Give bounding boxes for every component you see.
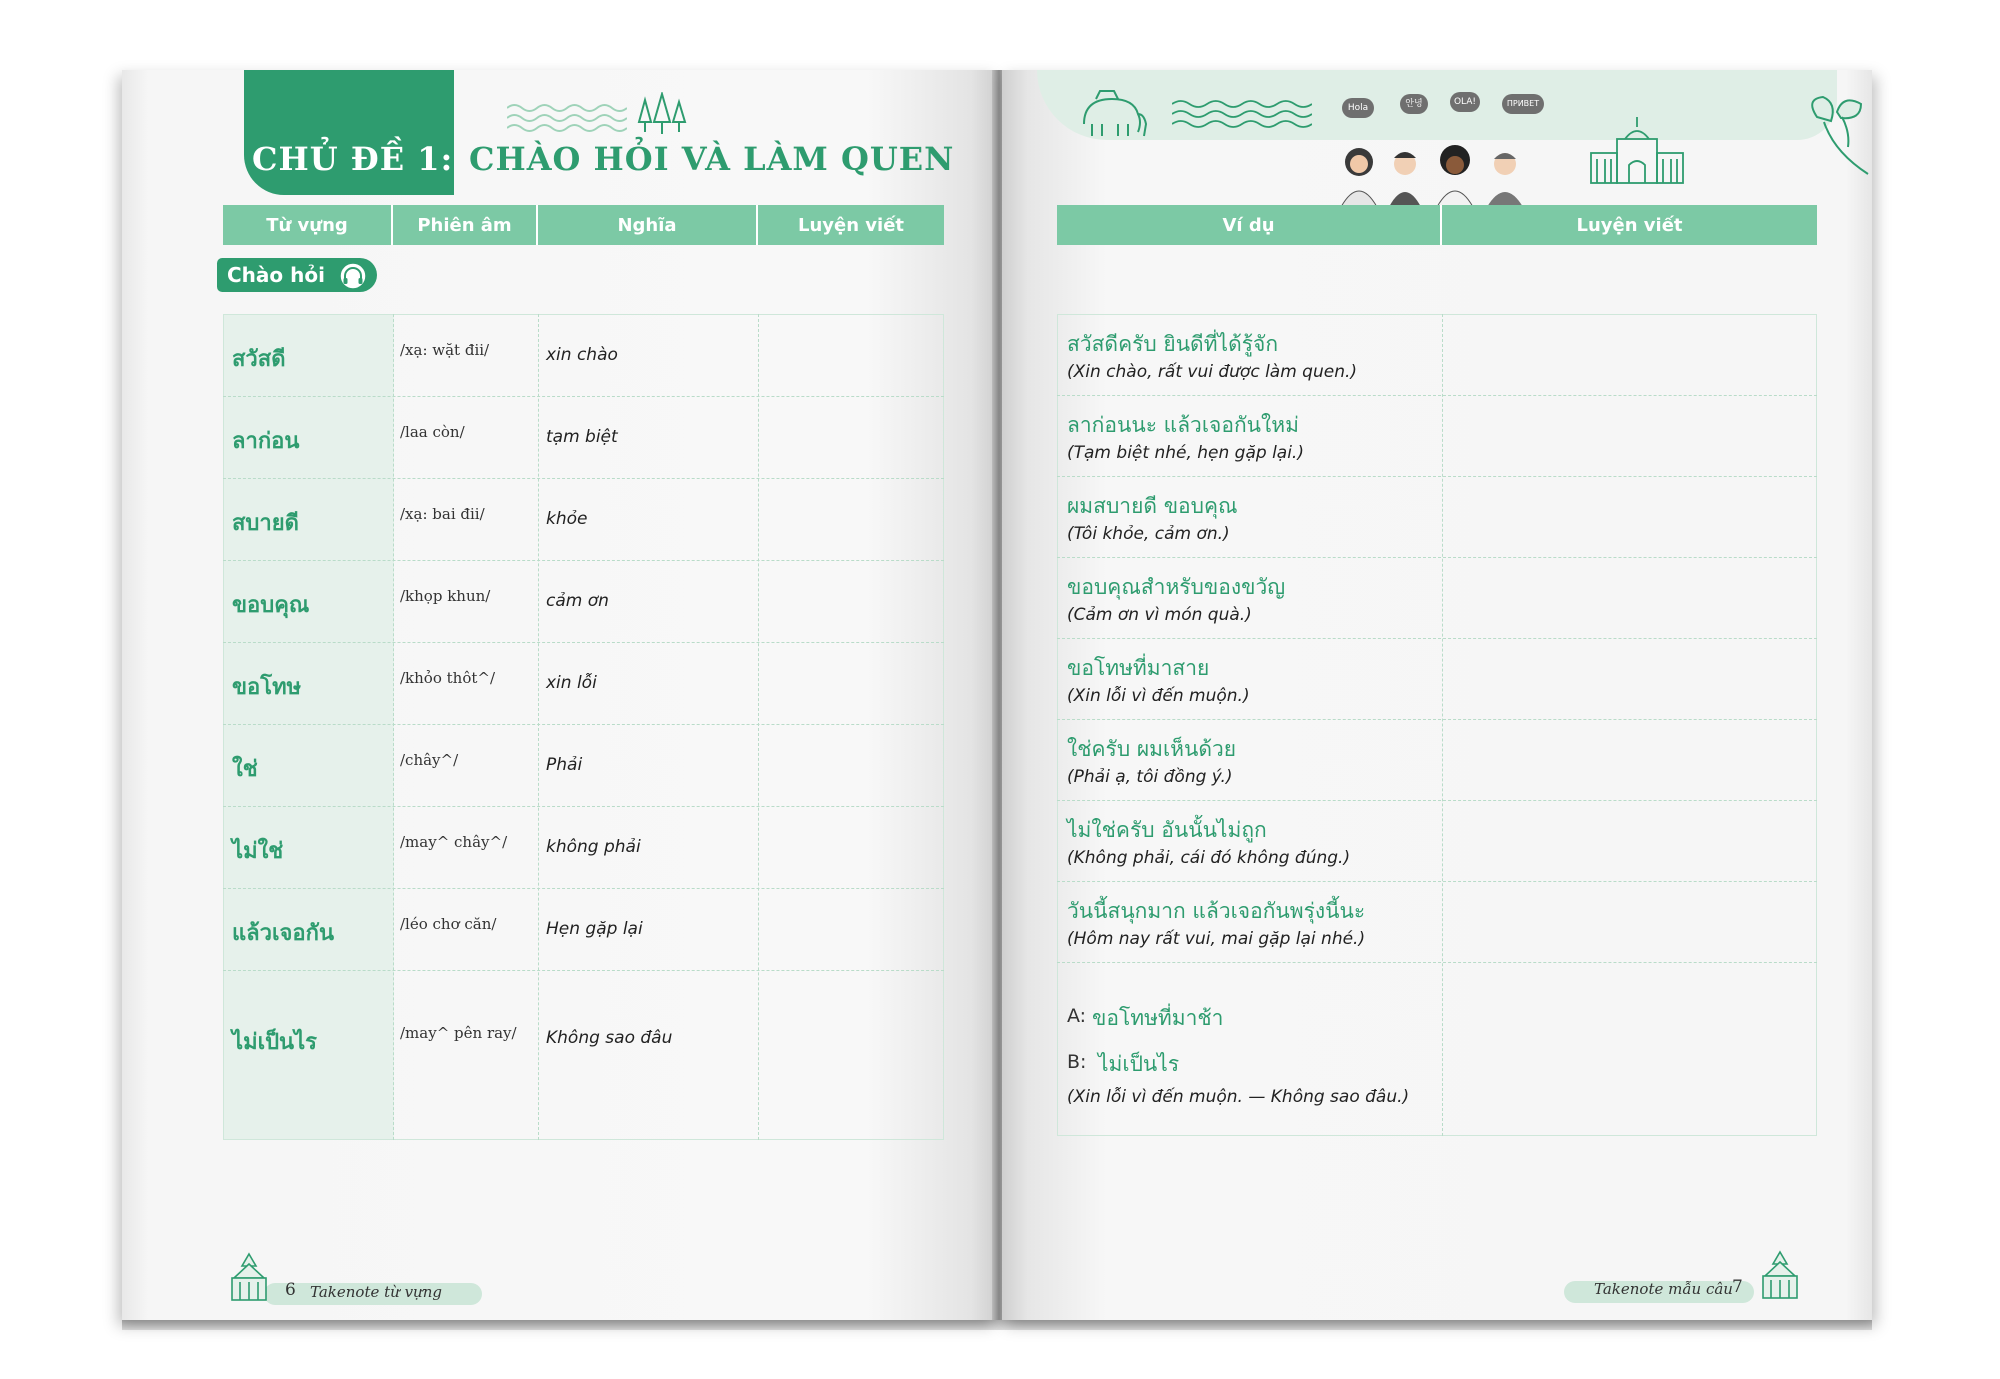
writing-practice-cell[interactable] — [759, 398, 942, 476]
speech-bubble: 안녕 — [1400, 94, 1428, 114]
row-divider — [223, 560, 944, 561]
temple-icon — [226, 1252, 272, 1304]
topic-label: CHỦ ĐỀ 1: — [252, 140, 454, 178]
example-sentence: ไม่ใช่ครับ อันนั้นไม่ถูก — [1067, 818, 1267, 842]
writing-practice-cell[interactable] — [1443, 640, 1815, 717]
palace-icon — [1587, 115, 1687, 185]
row-divider — [1057, 800, 1817, 801]
speech-bubble: ПРИВЕТ — [1502, 94, 1544, 114]
writing-practice-cell[interactable] — [759, 316, 942, 394]
vocab-word: สวัสดี — [232, 347, 286, 372]
row-divider — [223, 970, 944, 971]
vocab-word: ใช่ — [232, 757, 258, 782]
row-divider — [223, 888, 944, 889]
vocab-word: แล้วเจอกัน — [232, 921, 334, 946]
header-writing-practice: Luyện viết — [758, 205, 944, 245]
row-divider — [223, 806, 944, 807]
row-divider — [1057, 962, 1817, 963]
row-divider — [1057, 476, 1817, 477]
vocab-word: ไม่เป็นไร — [232, 1030, 317, 1055]
header-writing-practice: Luyện viết — [1442, 205, 1817, 245]
wave-decoration-icon — [1172, 96, 1312, 136]
example-translation: (Tôi khỏe, cảm ơn.) — [1067, 524, 1230, 544]
vocab-word: ไม่ใช่ — [232, 839, 284, 864]
column-divider — [393, 314, 394, 1140]
vocab-phonetic: /léo chơ căn/ — [400, 915, 497, 933]
vocab-meaning: không phải — [546, 837, 641, 857]
section-title: Chào hỏi — [217, 258, 377, 292]
dialog-b-text: ไม่เป็นไร — [1098, 1052, 1180, 1076]
trees-icon — [637, 92, 687, 137]
right-page — [1002, 70, 1872, 1320]
vocab-meaning: cảm ơn — [546, 591, 609, 611]
writing-practice-cell[interactable] — [759, 808, 942, 886]
row-divider — [1057, 395, 1817, 396]
example-translation: (Không phải, cái đó không đúng.) — [1067, 848, 1351, 868]
writing-practice-cell[interactable] — [759, 480, 942, 558]
writing-practice-cell[interactable] — [759, 644, 942, 722]
column-divider — [538, 314, 539, 1140]
writing-practice-cell[interactable] — [1443, 721, 1815, 798]
vocab-meaning: xin lỗi — [546, 673, 597, 693]
people-illustration — [1337, 112, 1547, 207]
row-divider — [1057, 557, 1817, 558]
vocab-phonetic: /xạ: wặt đii/ — [400, 341, 490, 359]
example-sentence: ขอโทษที่มาสาย — [1067, 656, 1210, 680]
vocab-meaning: xin chào — [546, 345, 618, 365]
row-divider — [1057, 881, 1817, 882]
dialog-translation: (Xin lỗi vì đến muộn. — Không sao đâu.) — [1067, 1087, 1410, 1107]
open-book — [122, 70, 1872, 1320]
row-divider — [223, 396, 944, 397]
example-translation: (Cảm ơn vì món quà.) — [1067, 605, 1252, 625]
speech-bubble: OLA! — [1450, 92, 1480, 112]
footer-title: Takenote từ vựng — [310, 1283, 442, 1301]
row-divider — [1057, 719, 1817, 720]
example-translation: (Tạm biệt nhé, hẹn gặp lại.) — [1067, 443, 1304, 463]
vocab-phonetic: /may^ pên ray/ — [400, 1024, 517, 1042]
vocab-phonetic: /may^ chây^/ — [400, 833, 508, 851]
page-number: 7 — [1732, 1277, 1743, 1297]
writing-practice-cell[interactable] — [1443, 883, 1815, 960]
example-sentence: สวัสดีครับ ยินดีที่ได้รู้จัก — [1067, 332, 1279, 356]
example-translation: (Xin lỗi vì đến muộn.) — [1067, 686, 1250, 706]
vocab-word: ลาก่อน — [232, 429, 300, 454]
wave-decoration-icon — [507, 102, 627, 142]
vocab-phonetic: /khỏo thôt^/ — [400, 669, 496, 687]
example-translation: (Xin chào, rất vui được làm quen.) — [1067, 362, 1358, 382]
header-vocabulary: Từ vựng — [223, 205, 393, 245]
vocab-meaning: Hẹn gặp lại — [546, 919, 643, 939]
dialog-a-text: ขอโทษที่มาช้า — [1092, 1006, 1224, 1030]
lotus-icon — [1802, 92, 1872, 182]
header-example: Ví dụ — [1057, 205, 1442, 245]
example-translation: (Hôm nay rất vui, mai gặp lại nhé.) — [1067, 929, 1366, 949]
writing-practice-cell[interactable] — [1443, 397, 1815, 474]
writing-practice-cell[interactable] — [759, 726, 942, 804]
example-sentence: ขอบคุณสำหรับของขวัญ — [1067, 575, 1286, 599]
writing-practice-cell[interactable] — [759, 562, 942, 640]
page-number: 6 — [285, 1280, 296, 1300]
vocab-meaning: khỏe — [546, 509, 588, 529]
example-sentence: วันนี้สนุกมาก แล้วเจอกันพรุ่งนี้นะ — [1067, 899, 1366, 923]
vocab-phonetic: /xạ: bai đii/ — [400, 505, 485, 523]
row-divider — [1057, 638, 1817, 639]
writing-practice-cell[interactable] — [759, 972, 942, 1104]
footer-title: Takenote mẫu câu — [1594, 1280, 1733, 1298]
vocab-meaning: tạm biệt — [546, 427, 618, 447]
writing-practice-cell[interactable] — [1443, 478, 1815, 555]
vocab-phonetic: /chây^/ — [400, 751, 459, 769]
writing-practice-cell[interactable] — [1443, 802, 1815, 879]
header-meaning: Nghĩa — [538, 205, 758, 245]
speech-bubble: Hola — [1342, 98, 1374, 118]
vocab-meaning: Phải — [546, 755, 583, 775]
example-sentence: ใช่ครับ ผมเห็นด้วย — [1067, 737, 1237, 761]
vocab-phonetic: /khọp khun/ — [400, 587, 491, 605]
temple-icon — [1757, 1250, 1803, 1302]
row-divider — [223, 642, 944, 643]
row-divider — [223, 724, 944, 725]
writing-practice-cell[interactable] — [1443, 316, 1815, 393]
dialog-a-label: A: — [1067, 1005, 1087, 1027]
book-edge — [122, 1320, 1872, 1330]
vocab-phonetic: /laa còn/ — [400, 423, 465, 441]
left-page — [122, 70, 997, 1320]
vocab-word: ขอโทษ — [232, 675, 302, 700]
vocab-word: ขอบคุณ — [232, 593, 310, 618]
elephant-icon — [1074, 84, 1154, 139]
header-phonetic: Phiên âm — [393, 205, 538, 245]
dialog-b-label: B: — [1067, 1051, 1087, 1073]
example-sentence: ผมสบายดี ขอบคุณ — [1067, 494, 1238, 518]
writing-practice-cell[interactable] — [1443, 559, 1815, 636]
topic-title: CHÀO HỎI VÀ LÀM QUEN — [469, 140, 955, 178]
vocab-meaning: Không sao đâu — [546, 1028, 673, 1048]
example-sentence: ลาก่อนนะ แล้วเจอกันใหม่ — [1067, 413, 1299, 437]
example-translation: (Phải ạ, tôi đồng ý.) — [1067, 767, 1233, 787]
writing-practice-cell[interactable] — [759, 890, 942, 968]
row-divider — [223, 478, 944, 479]
vocab-word: สบายดี — [232, 511, 299, 536]
headphone-icon[interactable] — [337, 262, 369, 290]
